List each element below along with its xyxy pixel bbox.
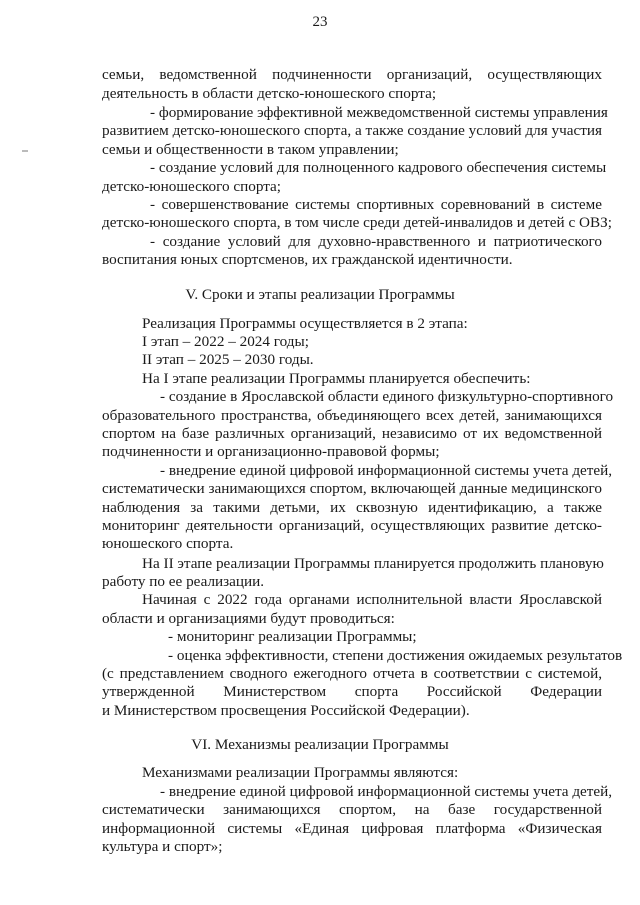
text-line: - совершенствование системы спортивных соревнований в системе — [150, 196, 602, 213]
text-line: культура и спорт»; — [102, 838, 223, 855]
text-line: наблюдения за такими детьми, их сквозную идентификацию, а также — [102, 499, 602, 516]
text-line: деятельность в области детско-юношеского спорта; — [102, 85, 437, 102]
text-line: - создание в Ярославской области единого физкультурно-спортивного — [160, 388, 614, 405]
text-line: - внедрение единой цифровой информационной системы учета детей, — [160, 462, 613, 479]
text-line: утвержденной Министерством спорта Российской Федерации — [102, 683, 602, 700]
text-line: Механизмами реализации Программы являются: — [142, 764, 459, 781]
text-line: - оценка эффективности, степени достижения ожидаемых результатов — [168, 647, 623, 664]
text-line: работу по ее реализации. — [102, 573, 265, 590]
text-line: юношеского спорта. — [102, 535, 234, 552]
text-line: и Министерством просвещения Российской Федерации). — [102, 702, 470, 719]
text-line: - формирование эффективной межведомственной системы управления — [150, 104, 608, 121]
text-line: информационной системы «Единая цифровая платформа «Физическая — [102, 820, 602, 837]
text-line: семьи, ведомственной подчиненности организаций, осуществляющих — [102, 66, 602, 83]
text-line: спортом на базе различных организаций, независимо от их ведомственной — [102, 425, 602, 442]
text-line: На I этапе реализации Программы планируется обеспечить: — [142, 370, 531, 387]
section-heading: VI. Механизмы реализации Программы — [191, 736, 449, 753]
text-line: развитием детско-юношеского спорта, а также создание условий для участия — [102, 122, 602, 139]
page-number: 23 — [312, 14, 328, 30]
text-line: подчиненности и организационно-правовой формы; — [102, 443, 440, 460]
text-line: I этап – 2022 – 2024 годы; — [142, 333, 309, 350]
text-line: (с представлением сводного ежегодного отчета в соответствии с системой, — [102, 665, 602, 682]
text-line: систематически занимающихся спортом, на базе государственной — [102, 801, 602, 818]
scan-mark — [22, 150, 28, 152]
section-heading: V. Сроки и этапы реализации Программы — [185, 286, 455, 303]
text-line: систематически занимающихся спортом, включающей данные медицинского — [102, 480, 602, 497]
text-line: Реализация Программы осуществляется в 2 этапа: — [142, 315, 468, 332]
text-line: - создание условий для духовно-нравственного и патриотического — [150, 233, 602, 250]
text-line: семьи и общественности в таком управлении; — [102, 141, 399, 158]
text-line: мониторинг деятельности организаций, осуществляющих развитие детско- — [102, 517, 602, 534]
text-line: воспитания юных спортсменов, их гражданской идентичности. — [102, 251, 513, 268]
text-line: - создание условий для полноценного кадрового обеспечения системы — [150, 159, 607, 176]
text-line: - внедрение единой цифровой информационной системы учета детей, — [160, 783, 613, 800]
text-line: II этап – 2025 – 2030 годы. — [142, 351, 314, 368]
text-line: На II этапе реализации Программы планируется продолжить плановую — [142, 555, 604, 572]
text-line: Начиная с 2022 года органами исполнительной власти Ярославской — [142, 591, 602, 608]
text-line: области и организациями будут проводиться: — [102, 610, 395, 627]
text-line: детско-юношеского спорта, в том числе среди детей-инвалидов и детей с ОВЗ; — [102, 214, 612, 231]
text-line: детско-юношеского спорта; — [102, 178, 281, 195]
text-line: - мониторинг реализации Программы; — [168, 628, 417, 645]
text-line: образовательного пространства, объединяющего всех детей, занимающихся — [102, 407, 602, 424]
